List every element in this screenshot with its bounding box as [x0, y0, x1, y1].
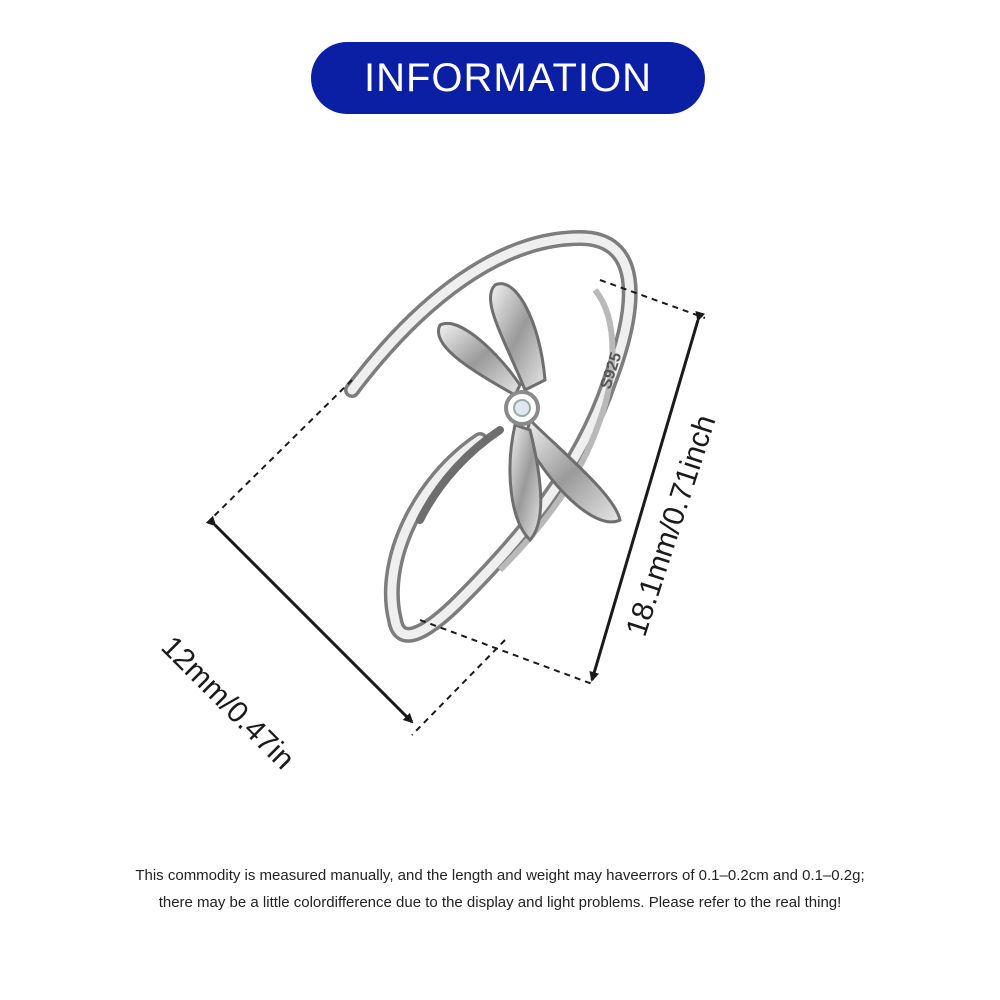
ring-stamp: S925 — [597, 350, 626, 392]
height-label: 18.1mm/0.71inch — [620, 411, 723, 641]
disclaimer-line-2: there may be a little colordifference due to the display and light problems. Please refer to the real thing! — [158, 894, 842, 911]
disclaimer-line-1: This commodity is measured manually, and the length and weight may haveerrors of 0.1–0.2cm and 0.1–0.2g; — [135, 867, 865, 884]
width-dimension — [210, 380, 505, 735]
banner-title: INFORMATION — [363, 55, 652, 100]
ring-image — [352, 238, 630, 635]
width-label: 12mm/0.47in — [154, 630, 301, 776]
disclaimer-note — [0, 862, 1000, 916]
